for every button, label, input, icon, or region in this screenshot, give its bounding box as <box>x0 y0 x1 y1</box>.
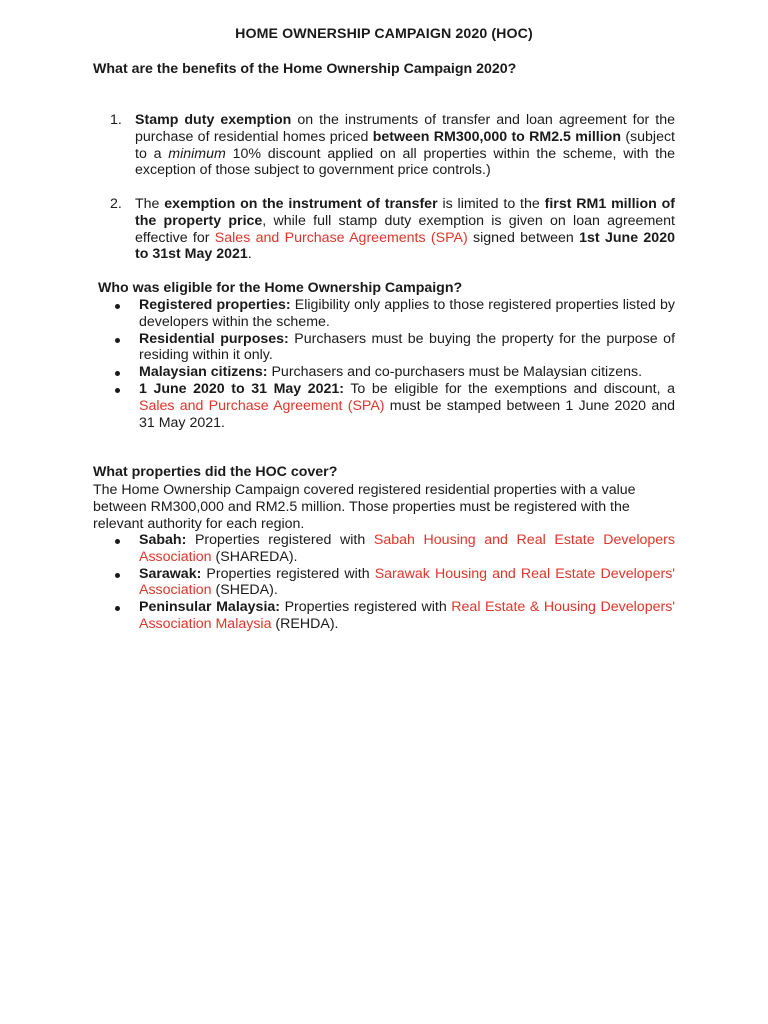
bullet-icon <box>115 606 120 611</box>
list-item-text <box>139 381 675 431</box>
properties-paragraph: The Home Ownership Campaign covered registered residential properties with a value between RM300,000 and RM2.5 million. Those properties must be registered with the relevant authority for each region. <box>93 482 636 532</box>
list-item <box>0 297 768 331</box>
text-run: 10% discount applied on all properties within the scheme, with the exception of those subject to government price controls.) <box>135 145 676 179</box>
bullet-icon <box>115 573 120 578</box>
benefits-question: What are the benefits of the Home Ownership Campaign 2020? <box>93 61 517 77</box>
eligibility-question: Who was eligible for the Home Ownership Campaign? <box>98 280 463 296</box>
text-run: must be stamped between 1 June 2020 and 31 May 2021. <box>139 397 675 431</box>
regions-list <box>0 532 768 633</box>
list-item <box>0 331 768 365</box>
bold-phrase: between RM300,000 to RM2.5 million <box>372 128 621 145</box>
bold-phrase: Stamp duty exemption <box>135 112 292 128</box>
bold-phrase: exemption on the instrument of transfer <box>164 196 438 212</box>
properties-question: What properties did the HOC cover? <box>93 464 338 480</box>
bullet-icon <box>115 338 120 343</box>
spa-link[interactable]: Sales and Purchase Agreements (SPA) <box>214 229 468 246</box>
text-run: (subject to a <box>135 128 675 162</box>
eligibility-list <box>0 297 768 431</box>
text-run: Purchasers and co-purchasers must be Malaysian citizens. <box>267 364 643 381</box>
list-item <box>0 566 768 600</box>
bullet-icon <box>115 371 120 376</box>
text-run: (SHAREDA). <box>211 548 298 565</box>
list-item <box>0 364 768 381</box>
text-run: , while full stamp duty exemption is given on loan agreement effective for <box>135 212 675 246</box>
spa-link[interactable]: Sales and Purchase Agreement (SPA) <box>139 397 385 414</box>
sheda-link[interactable]: Sarawak Housing and Real Estate Developers' Association <box>139 565 675 599</box>
text-run: on the instruments of transfer and loan agreement for the purchase of residential homes priced <box>135 112 675 145</box>
text-run: Properties registered with <box>201 565 375 582</box>
list-item-text <box>139 566 675 600</box>
text-run: Purchasers must be buying the property for the purpose of residing within it only. <box>139 330 676 364</box>
list-item-text <box>139 331 675 365</box>
bold-phrase: first RM1 million of the property price <box>135 196 676 229</box>
text-run: (REHDA). <box>271 615 339 632</box>
bold-phrase: 1st June 2020 to 31st May 2021 <box>135 229 675 263</box>
text-run: is limited to the <box>437 196 545 212</box>
benefit-text <box>135 112 675 179</box>
text-run: Eligibility only applies to those registered properties listed by developers within the scheme. <box>139 297 675 330</box>
bold-phrase: Residential purposes: <box>139 330 289 347</box>
text-run: Properties registered with <box>280 599 452 616</box>
list-item-text <box>139 297 675 331</box>
bullet-icon <box>115 304 120 309</box>
list-item-text <box>139 364 675 381</box>
text-run: Properties registered with <box>186 532 374 548</box>
bold-phrase: Peninsular Malaysia: <box>139 599 280 616</box>
list-item <box>0 532 768 566</box>
bold-phrase: 1 June 2020 to 31 May 2021: <box>139 380 345 397</box>
italic-phrase: minimum <box>168 145 226 162</box>
list-number: 1. <box>110 112 122 128</box>
text-run: The <box>135 196 165 212</box>
text-run: . <box>247 246 252 263</box>
list-item <box>0 599 768 633</box>
text-run: To be eligible for the exemptions and discount, a <box>344 380 675 397</box>
list-item-text <box>139 532 675 566</box>
text-run: (SHEDA). <box>211 582 278 599</box>
bold-phrase: Malaysian citizens: <box>139 364 268 381</box>
bold-phrase: Sarawak: <box>139 565 202 582</box>
bold-phrase: Sabah: <box>139 532 187 548</box>
list-number: 2. <box>110 196 122 212</box>
shareda-link[interactable]: Sabah Housing and Real Estate Developers Association <box>139 532 676 565</box>
list-item <box>0 381 768 431</box>
document-title: HOME OWNERSHIP CAMPAIGN 2020 (HOC) <box>235 26 533 42</box>
bullet-icon <box>115 539 120 544</box>
list-item-text <box>139 599 675 633</box>
bullet-icon <box>115 388 120 393</box>
benefit-text <box>135 196 675 263</box>
bold-phrase: Registered properties: <box>139 297 291 313</box>
text-run: signed between <box>467 229 580 246</box>
rehda-link[interactable]: Real Estate & Housing Developers' Association Malaysia <box>139 599 675 632</box>
